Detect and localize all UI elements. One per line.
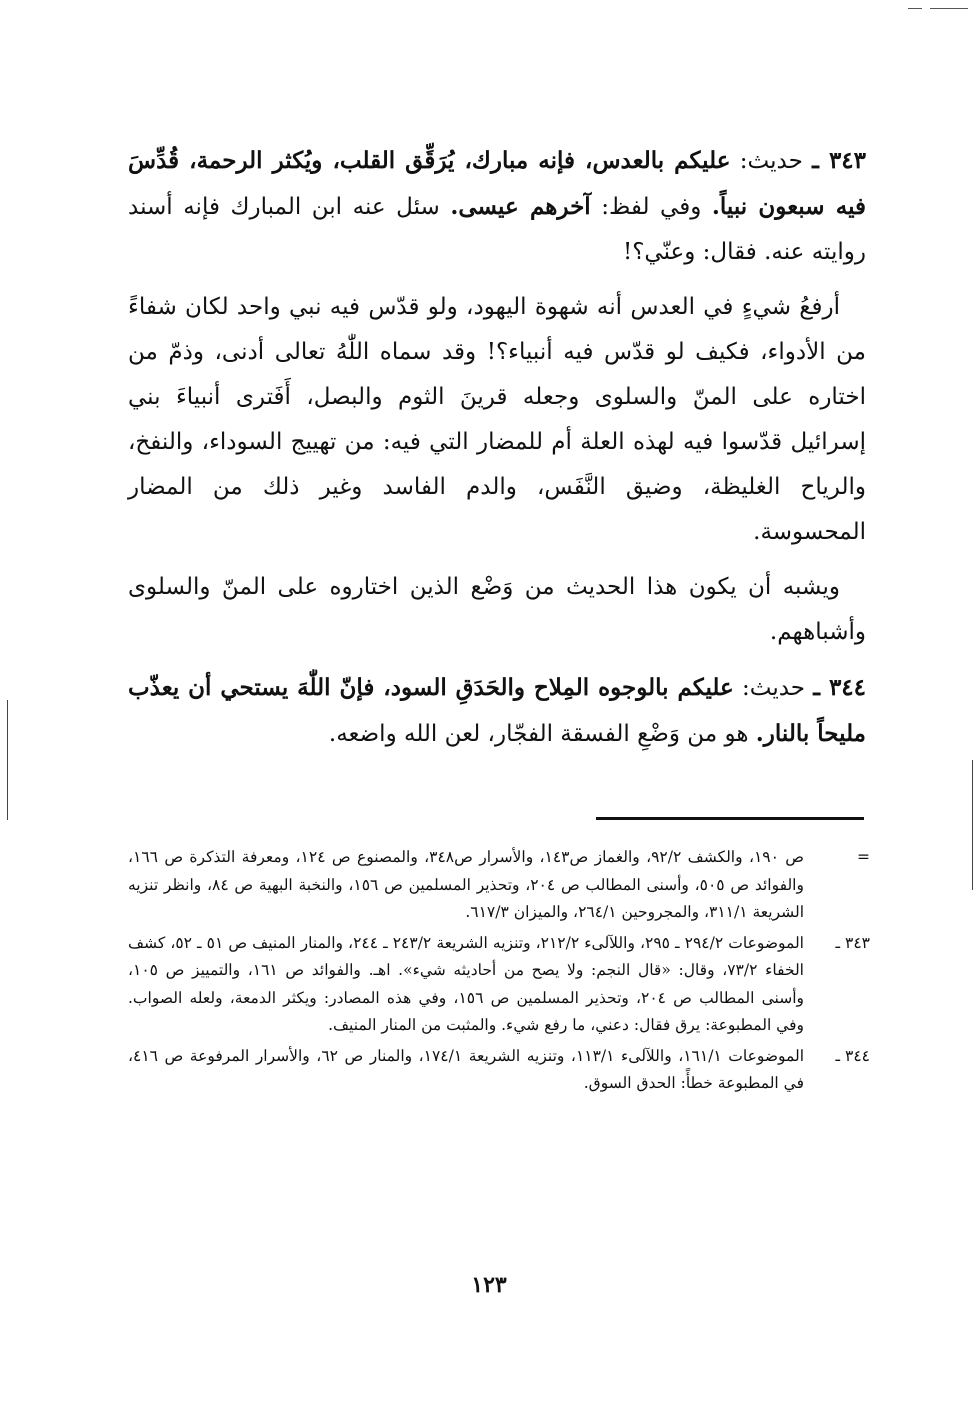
footnote-number: ٣٤٤ ـ (835, 1046, 870, 1065)
margin-mark (7, 700, 8, 820)
page-number: ١٢٣ (471, 1272, 507, 1298)
hadith-343-variant-intro: وفي لفظ: (601, 194, 702, 220)
footnote-343 (128, 930, 870, 1040)
hadith-344-comment: هو من وَضْعِ الفسقة الفجّار، لعن الله واضعه. (328, 721, 749, 747)
hadith-344-text: عليكم بالوجوه المِلاح والحَدَقِ السود، فإنّ اللّٰهَ يستحي أن يعذّب مليحاً بالنار. (128, 674, 866, 747)
hadith-343-variant: آخرهم عيسى. (450, 193, 591, 220)
footnote-344 (128, 1043, 870, 1098)
top-edge-marks (908, 8, 968, 10)
hadith-343-comment: سئل عنه ابن المبارك فإنه أسند روايته عنه. فقال: وعنّي؟! (128, 194, 866, 265)
footnote-text: ص ١٩٠، والكشف ٩٢/٢، والغماز ص١٤٣، والأسرار ص٣٤٨، والمصنوع ص ١٢٤، ومعرفة التذكرة ص ١٦٦، والفوائد ص ٥٠٥، وأسنى المطالب ص ٢٠٤، وتحذير المسلمين ص ١٥٦، والنخبة البهية ص ٨٤، وانظر تنزيه الشريعة ٣١١/١، والمجروحين ٢٦٤/١، والميزان ٦١٧/٣. (128, 848, 805, 921)
footnote-continuation (128, 844, 870, 927)
commentary-paragraph: أرفعُ شيءٍ في العدس أنه شهوة اليهود، ولو قدّس فيه نبي واحد لكان شفاءً من الأدواء، فكيف لو قدّس فيه أنبياء؟! وقد سماه اللّٰهُ تعالى أدنى، وذمّ من اختاره على المنّ والسلوى وجعله قرينَ الثوم والبصل، أَفَترى أنبياءَ بني إسرائيل قدّسوا فيه لهذه العلة أم للمضار التي فيه: من تهييج السوداء، والنفخ، والرياح الغليظة، وضيق النَّفَس، والدم الفاسد وغير ذلك من المضار المحسوسة. (128, 294, 866, 545)
hadith-number-343: ٣٤٣ ـ (812, 147, 866, 174)
footnote-text: الموضوعات ١٦١/١، واللآلىء ١١٣/١، وتنزيه الشريعة ١٧٤/١، والمنار ص ٦٢، والأسرار المرفوعة ص ٤١٦، في المطبوعة خطأً: الحدق السوق. (128, 1046, 805, 1092)
hadith-343-paragraph (128, 138, 866, 275)
main-text (128, 138, 866, 767)
margin-mark (972, 760, 973, 890)
continuation-mark: = (857, 848, 870, 866)
hadith-number-344: ٣٤٤ ـ (813, 674, 867, 701)
hadith-344-paragraph (128, 665, 866, 757)
footnote-text: الموضوعات ٢٩٤/٢ ـ ٢٩٥، واللآلىء ٢١٢/٢، وتنزيه الشريعة ٢٤٣/٢ ـ ٢٤٤، والمنار المنيف ص ٥١ ـ ٥٢، كشف الخفاء ٧٣/٢، وقال: «قال النجم: ولا يصح من أحاديثه شيء». اهـ. والفوائد ص ١٦١، والتمييز ص ١٠٥، وأسنى المطالب ص ٢٠٤، وتحذير المسلمين ص ١٥٦، وفي هذه المصادر: ويكثر الدمعة، ولعله الصواب. وفي المطبوعة: يرق فقال: دعني، ما رفع شيء. والمثبت من المنار المنيف. (128, 933, 804, 1034)
footnote-separator (596, 817, 864, 820)
hadith-label: حديث: (739, 148, 803, 174)
hadith-343-text: عليكم بالعدس، فإنه مبارك، يُرَقِّق القلب، ويُكثر الرحمة، قُدِّسَ فيه سبعون نبياً. (128, 147, 867, 220)
hadith-label: حديث: (742, 675, 806, 701)
footnotes (128, 844, 870, 1101)
footnote-number: ٣٤٣ ـ (835, 933, 870, 952)
conclusion-paragraph: ويشبه أن يكون هذا الحديث من وَضْع الذين اختاروه على المنّ والسلوى وأشباههم. (128, 574, 866, 645)
